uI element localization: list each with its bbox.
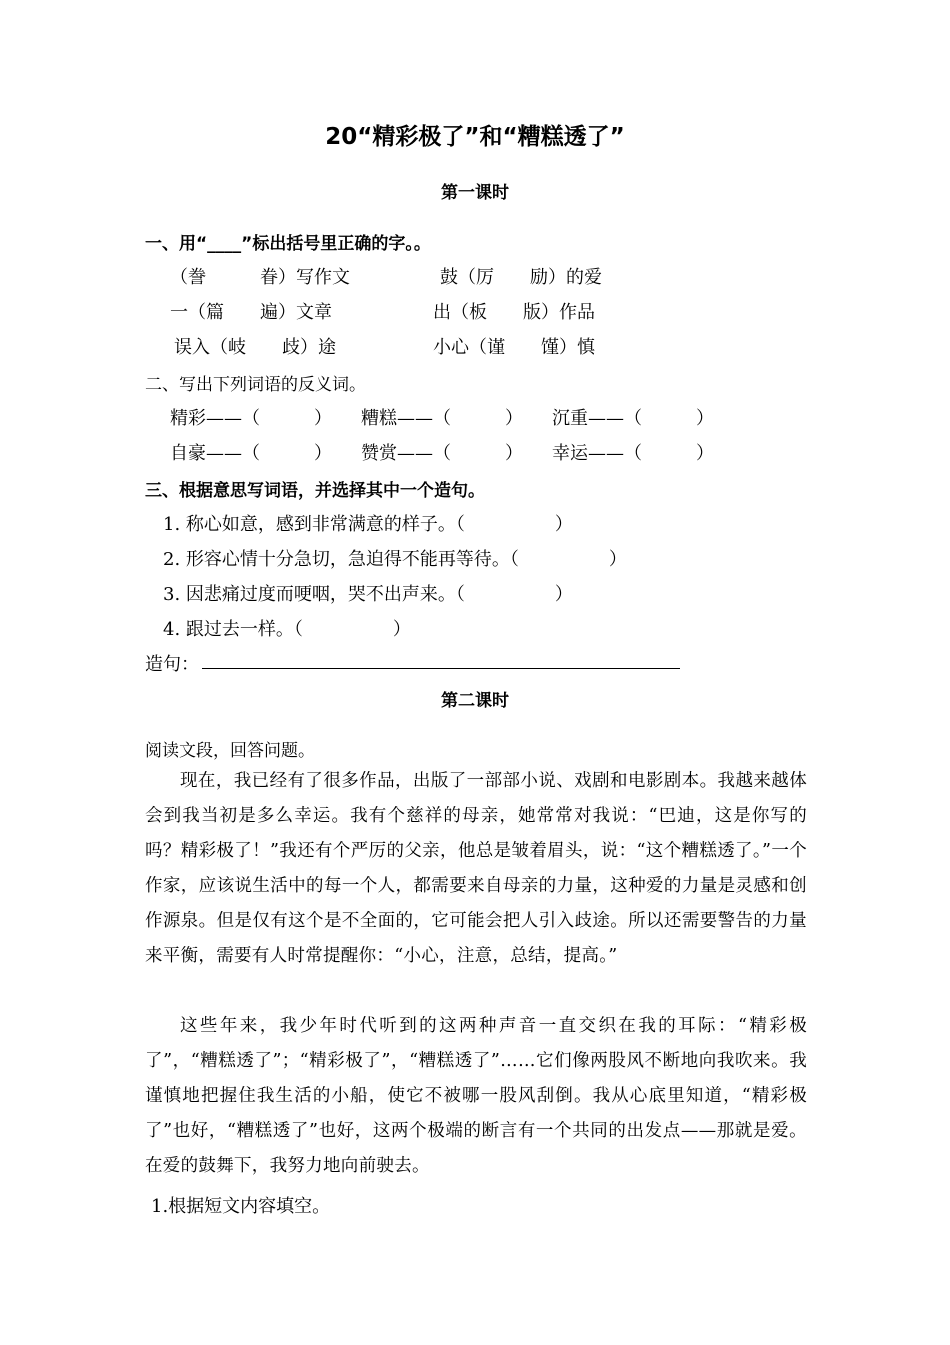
lesson-1-heading: 第一课时 (441, 183, 509, 203)
section-1-item: 出（板 版）作品 (433, 302, 595, 323)
section-3-item: 1. 称心如意，感到非常满意的样子。（ ） (163, 514, 573, 535)
section-3-item: 3. 因悲痛过度而哽咽，哭不出声来。（ ） (163, 584, 573, 605)
lesson-2-heading: 第二课时 (441, 691, 509, 711)
sentence-answer-line[interactable] (202, 668, 680, 669)
reading-paragraph: 这些年来，我少年时代听到的这两种声音一直交织在我的耳际：“精彩极了”，“糟糕透了”；“精彩极了”，“糟糕透了”……它们像两股风不断地向我吹来。我谨慎地把握住我生活的小船，使它不被哪一股风刮倒。我从心底里知道，“精彩极了”也好，“糟糕透了”也好，这两个极端的断言有一个共同的出发点——那就是爱。在爱的鼓舞下，我努力地向前驶去。 (145, 1016, 807, 1176)
section-3-item: 4. 跟过去一样。（ ） (163, 619, 411, 640)
section-2-item: 赞赏——（ ） (361, 443, 523, 464)
section-1-item: 鼓（厉 励）的爱 (440, 267, 602, 288)
reading-paragraph: 现在，我已经有了很多作品，出版了一部部小说、戏剧和电影剧本。我越来越体会到我当初是多么幸运。我有个慈祥的母亲，她常常对我说：“巴迪，这是你写的吗？精彩极了！”我还有个严厉的父亲，他总是皱着眉头，说：“这个糟糕透了。”一个作家，应该说生活中的每一个人，都需要来自母亲的力量，这种爱的力量是灵感和创作源泉。但是仅有这个是不全面的，它可能会把人引入歧途。所以还需要警告的力量来平衡，需要有人时常提醒你：“小心，注意，总结，提高。” (145, 771, 807, 966)
page-title: 20“精彩极了”和“糟糕透了” (325, 124, 625, 150)
section-1-item: 一（篇 遍）文章 (170, 302, 332, 323)
section-2-item: 自豪——（ ） (170, 443, 332, 464)
section-1-heading: 一、用“____”标出括号里正确的字。。 (145, 234, 431, 254)
section-1-item: 误入（岐 歧）途 (174, 337, 336, 358)
section-2-heading: 二、写出下列词语的反义词。 (145, 375, 366, 395)
section-1-item: （誊 眷）写作文 (170, 267, 350, 288)
section-2-item: 幸运——（ ） (552, 443, 714, 464)
question-1: 1.根据短文内容填空。 (151, 1196, 331, 1217)
section-1-item: 小心（谨 馑）慎 (433, 337, 595, 358)
sentence-label: 造句： (145, 654, 199, 675)
section-2-item: 精彩——（ ） (170, 408, 332, 429)
section-2-item: 糟糕——（ ） (361, 408, 523, 429)
reading-heading: 阅读文段，回答问题。 (145, 741, 315, 761)
section-3-heading: 三、根据意思写词语，并选择其中一个造句。 (145, 481, 485, 501)
section-3-item: 2. 形容心情十分急切，急迫得不能再等待。（ ） (163, 549, 627, 570)
section-2-item: 沉重——（ ） (552, 408, 714, 429)
